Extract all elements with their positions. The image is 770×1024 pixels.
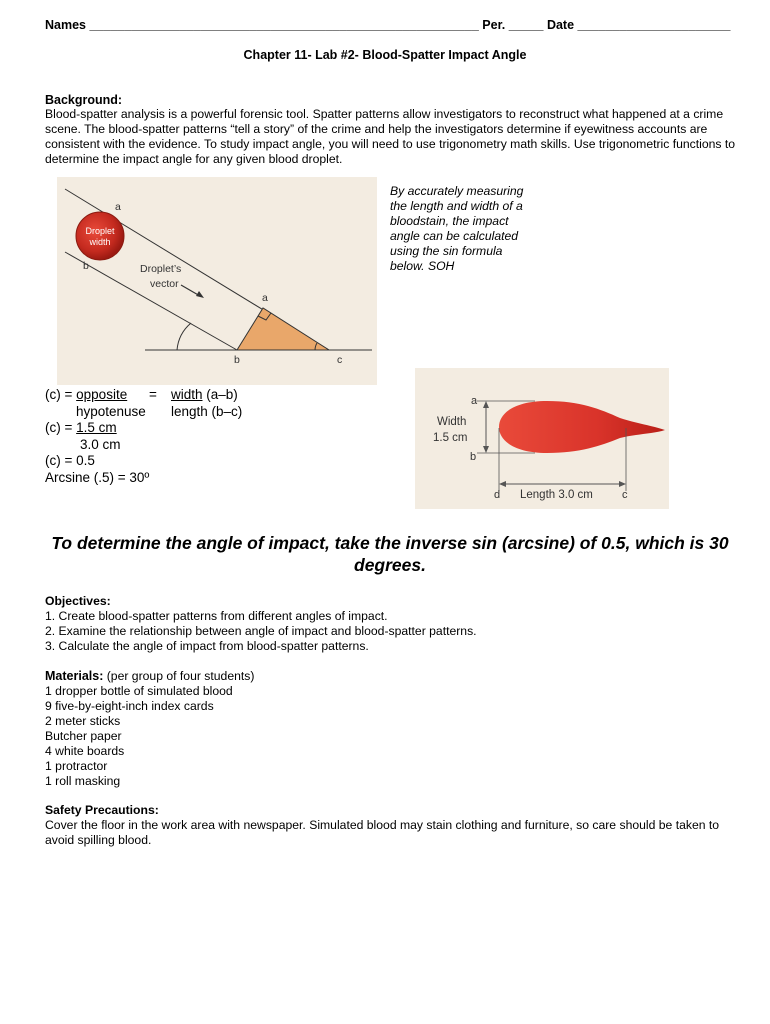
- width-label-line2: 1.5 cm: [433, 432, 468, 444]
- label-c: c: [622, 489, 628, 501]
- names-label: Names: [45, 18, 86, 32]
- period-blank[interactable]: _____: [508, 18, 544, 32]
- label-a-top: a: [115, 201, 121, 213]
- width-arrow-bottom: [483, 446, 489, 453]
- material-item: Butcher paper: [45, 729, 122, 743]
- label-c: c: [337, 354, 343, 366]
- date-blank[interactable]: ______________________: [577, 18, 731, 32]
- width-label-line1: Width: [437, 416, 467, 428]
- background-heading: Background:: [45, 93, 123, 107]
- figure-note: By accurately measuring the length and width of a bloodstain, the impact angle can be calculated using the sin formula below. SOH: [390, 184, 524, 273]
- blood-droplet-circle: [76, 212, 124, 260]
- material-item: 9 five-by-eight-inch index cards: [45, 699, 214, 713]
- header-line: [45, 18, 730, 32]
- material-item: 1 protractor: [45, 759, 108, 773]
- objective-item: 3. Calculate the angle of impact from blood-spatter patterns.: [45, 639, 369, 653]
- length-arrow-right: [619, 481, 626, 487]
- calc-ab: (a–b): [206, 387, 238, 402]
- calc-width-value: 1.5 cm: [76, 420, 117, 435]
- calc-c-label: (c) =: [45, 387, 73, 402]
- label-b-bottom: b: [234, 354, 240, 366]
- calc-length: length (b–c): [171, 403, 243, 419]
- materials-heading: Materials:: [45, 669, 104, 683]
- calc-width: width: [171, 387, 203, 402]
- background-text: Blood-spatter analysis is a powerful forensic tool. Spatter patterns allow investigators to reconstruct what happened at a crime scene. The blood-spatter patterns “tell a story” of the crime and help the investigators determine if eyewitness accounts are consistent with the evidence. To study impact angle, you will need to use trigonometry math skills. Use trigonometric functions to determine the impact angle for any given blood droplet.: [45, 107, 736, 166]
- width-arrow-top: [483, 401, 489, 408]
- safety-text: Cover the floor in the work area with newspaper. Simulated blood may stain clothing and furniture, so care should be taken to avoid spilling blood.: [45, 818, 720, 847]
- conclusion-heading: To determine the angle of impact, take the inverse sin (arcsine) of 0.5, which is 30 degrees.: [51, 533, 729, 575]
- objectives-heading: Objectives:: [45, 594, 111, 608]
- material-item: 4 white boards: [45, 744, 125, 758]
- names-blank[interactable]: ________________________________________________________: [89, 18, 479, 32]
- droplet-label-line1: Droplet: [85, 226, 115, 236]
- calc-row-1: [45, 387, 238, 404]
- vector-label-line1: Droplet’s: [140, 263, 182, 275]
- label-a: a: [471, 395, 478, 407]
- label-b-left: b: [83, 260, 89, 272]
- calc-row-3: [45, 420, 149, 437]
- objective-item: 2. Examine the relationship between angle of impact and blood-spatter patterns.: [45, 624, 477, 638]
- material-item: 1 roll masking: [45, 774, 121, 788]
- trajectory-diagram: [57, 177, 377, 385]
- sine-calculation: [45, 387, 243, 486]
- page-title: Chapter 11- Lab #2- Blood-Spatter Impact Angle: [243, 48, 527, 62]
- bloodstain-shape: [499, 401, 665, 453]
- material-item: 1 dropper bottle of simulated blood: [45, 684, 233, 698]
- materials-section: [45, 669, 750, 789]
- vector-arrow-head: [196, 291, 204, 298]
- material-item: 2 meter sticks: [45, 714, 121, 728]
- label-a-mid: a: [262, 292, 268, 304]
- objectives-section: [45, 594, 750, 654]
- calc-row-2: [45, 403, 243, 421]
- calc-row-5: (c) = 0.5: [45, 453, 95, 468]
- bloodstain-diagram: [415, 368, 669, 509]
- calc-length-value: 3.0 cm: [80, 436, 121, 452]
- length-label: Length 3.0 cm: [520, 489, 593, 501]
- vector-label-line2: vector: [150, 278, 179, 290]
- impact-triangle: [237, 308, 329, 350]
- materials-note: (per group of four students): [103, 669, 255, 683]
- calc-row-6: Arcsine (.5) = 30º: [45, 469, 150, 485]
- label-b: b: [470, 451, 477, 463]
- period-label: Per.: [482, 18, 506, 32]
- materials-heading-row: [45, 669, 750, 684]
- incidence-angle-arc: [177, 323, 191, 350]
- safety-section: [45, 803, 750, 848]
- calc-opposite: opposite: [76, 387, 128, 402]
- droplet-trajectory-figure: [57, 177, 377, 385]
- droplet-label-line2: width: [89, 237, 111, 247]
- date-label: Date: [546, 18, 575, 32]
- calc-c-label-2: (c) =: [45, 420, 73, 435]
- objective-item: 1. Create blood-spatter patterns from different angles of impact.: [45, 609, 388, 623]
- bloodstain-measurement-figure: [415, 368, 669, 509]
- calc-equals: =: [149, 387, 157, 402]
- label-d: d: [494, 489, 501, 501]
- safety-heading: Safety Precautions:: [45, 803, 159, 817]
- calc-hypotenuse: hypotenuse: [76, 403, 146, 419]
- length-arrow-left: [499, 481, 506, 487]
- background-section: [45, 93, 750, 167]
- calc-row-4: [45, 437, 149, 454]
